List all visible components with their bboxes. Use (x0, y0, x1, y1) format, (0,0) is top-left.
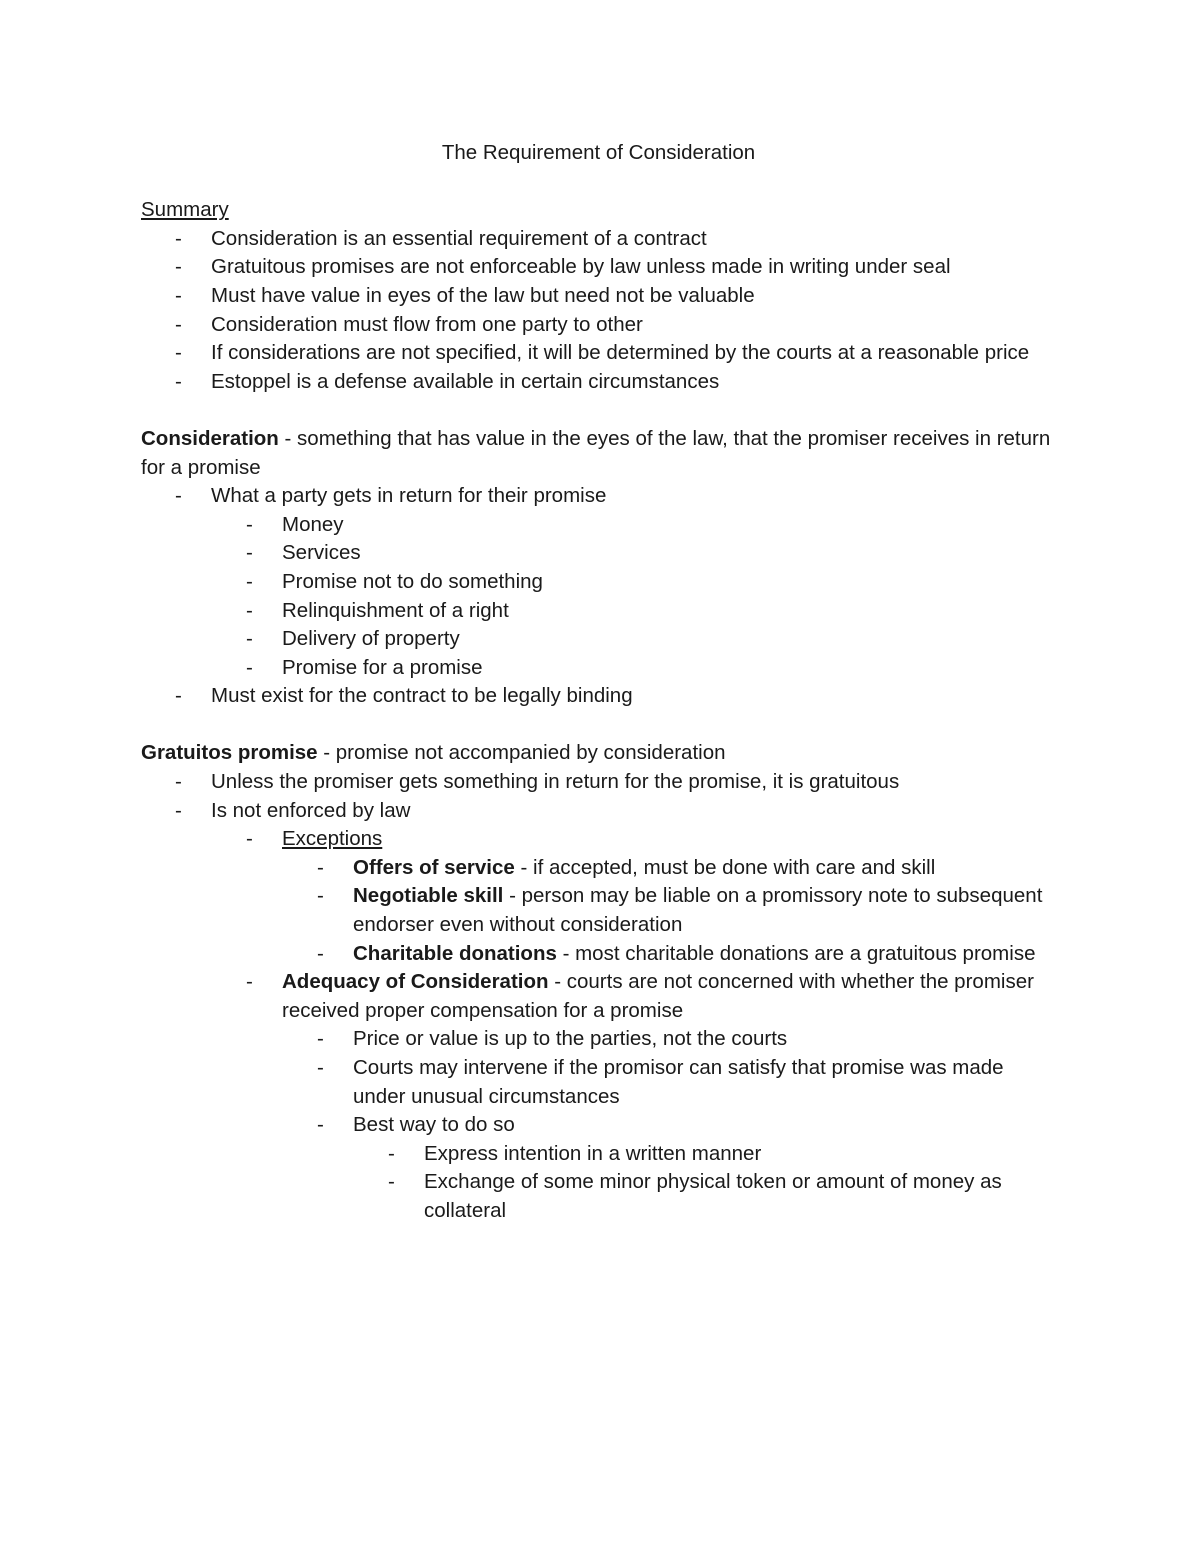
adequacy-item: - Adequacy of Consideration - courts are not concerned with whether the promiser received proper compensation for a promise (246, 970, 1034, 1022)
adequacy-point: - Price or value is up to the parties, not the courts (317, 1027, 788, 1051)
exception-item: - Negotiable skill - person may be liable on a promissory note to subsequent endorser even without consideration (317, 884, 1043, 937)
spacer (141, 396, 1061, 425)
summary-item: - Consideration must flow from one party to other (175, 312, 643, 336)
consideration-item: - What a party gets in return for their promise (175, 484, 607, 508)
gratuitous-item: - Is not enforced by law (175, 798, 411, 822)
consideration-example: - Money (246, 512, 344, 536)
document-page (141, 139, 1061, 1226)
consideration-example: - Promise for a promise (246, 655, 483, 679)
exception-item: - Offers of service - if accepted, must be done with care and skill (317, 855, 936, 879)
consideration-definition: Consideration - something that has value in the eyes of the law, that the promiser receives in return for a promise (141, 426, 1051, 479)
summary-item: - Consideration is an essential requirement of a contract (175, 226, 707, 250)
consideration-example: - Promise not to do something (246, 569, 543, 593)
summary-item: - Must have value in eyes of the law but need not be valuable (175, 283, 755, 307)
summary-heading: Summary (141, 198, 229, 222)
summary-item: - If considerations are not specified, it will be determined by the courts at a reasonable price (175, 341, 1030, 365)
spacer (141, 711, 1061, 740)
gratuitous-definition: Gratuitos promise - promise not accompanied by consideration (141, 741, 726, 765)
summary-item: - Gratuitous promises are not enforceable by law unless made in writing under seal (175, 255, 951, 279)
gratuitous-term: Gratuitos promise (141, 741, 318, 765)
document-title: The Requirement of Consideration (441, 141, 756, 164)
adequacy-way: - Express intention in a written manner (388, 1141, 762, 1165)
exception-item: - Charitable donations - most charitable donations are a gratuitous promise (317, 941, 1036, 965)
adequacy-way: - Exchange of some minor physical token or amount of money as collateral (388, 1170, 1002, 1222)
consideration-example: - Services (246, 541, 361, 565)
gratuitous-item: - Unless the promiser gets something in return for the promise, it is gratuitous (175, 770, 900, 794)
consideration-example: - Relinquishment of a right (246, 598, 509, 622)
summary-item: - Estoppel is a defense available in certain circumstances (175, 369, 720, 393)
consideration-item: - Must exist for the contract to be legally binding (175, 684, 633, 708)
exceptions-heading: - Exceptions (246, 827, 383, 851)
adequacy-point: - Courts may intervene if the promisor can satisfy that promise was made under unusual circumstances (317, 1056, 1004, 1108)
consideration-term: Consideration (141, 426, 279, 450)
adequacy-point: - Best way to do so (317, 1113, 515, 1137)
consideration-example: - Delivery of property (246, 627, 460, 651)
